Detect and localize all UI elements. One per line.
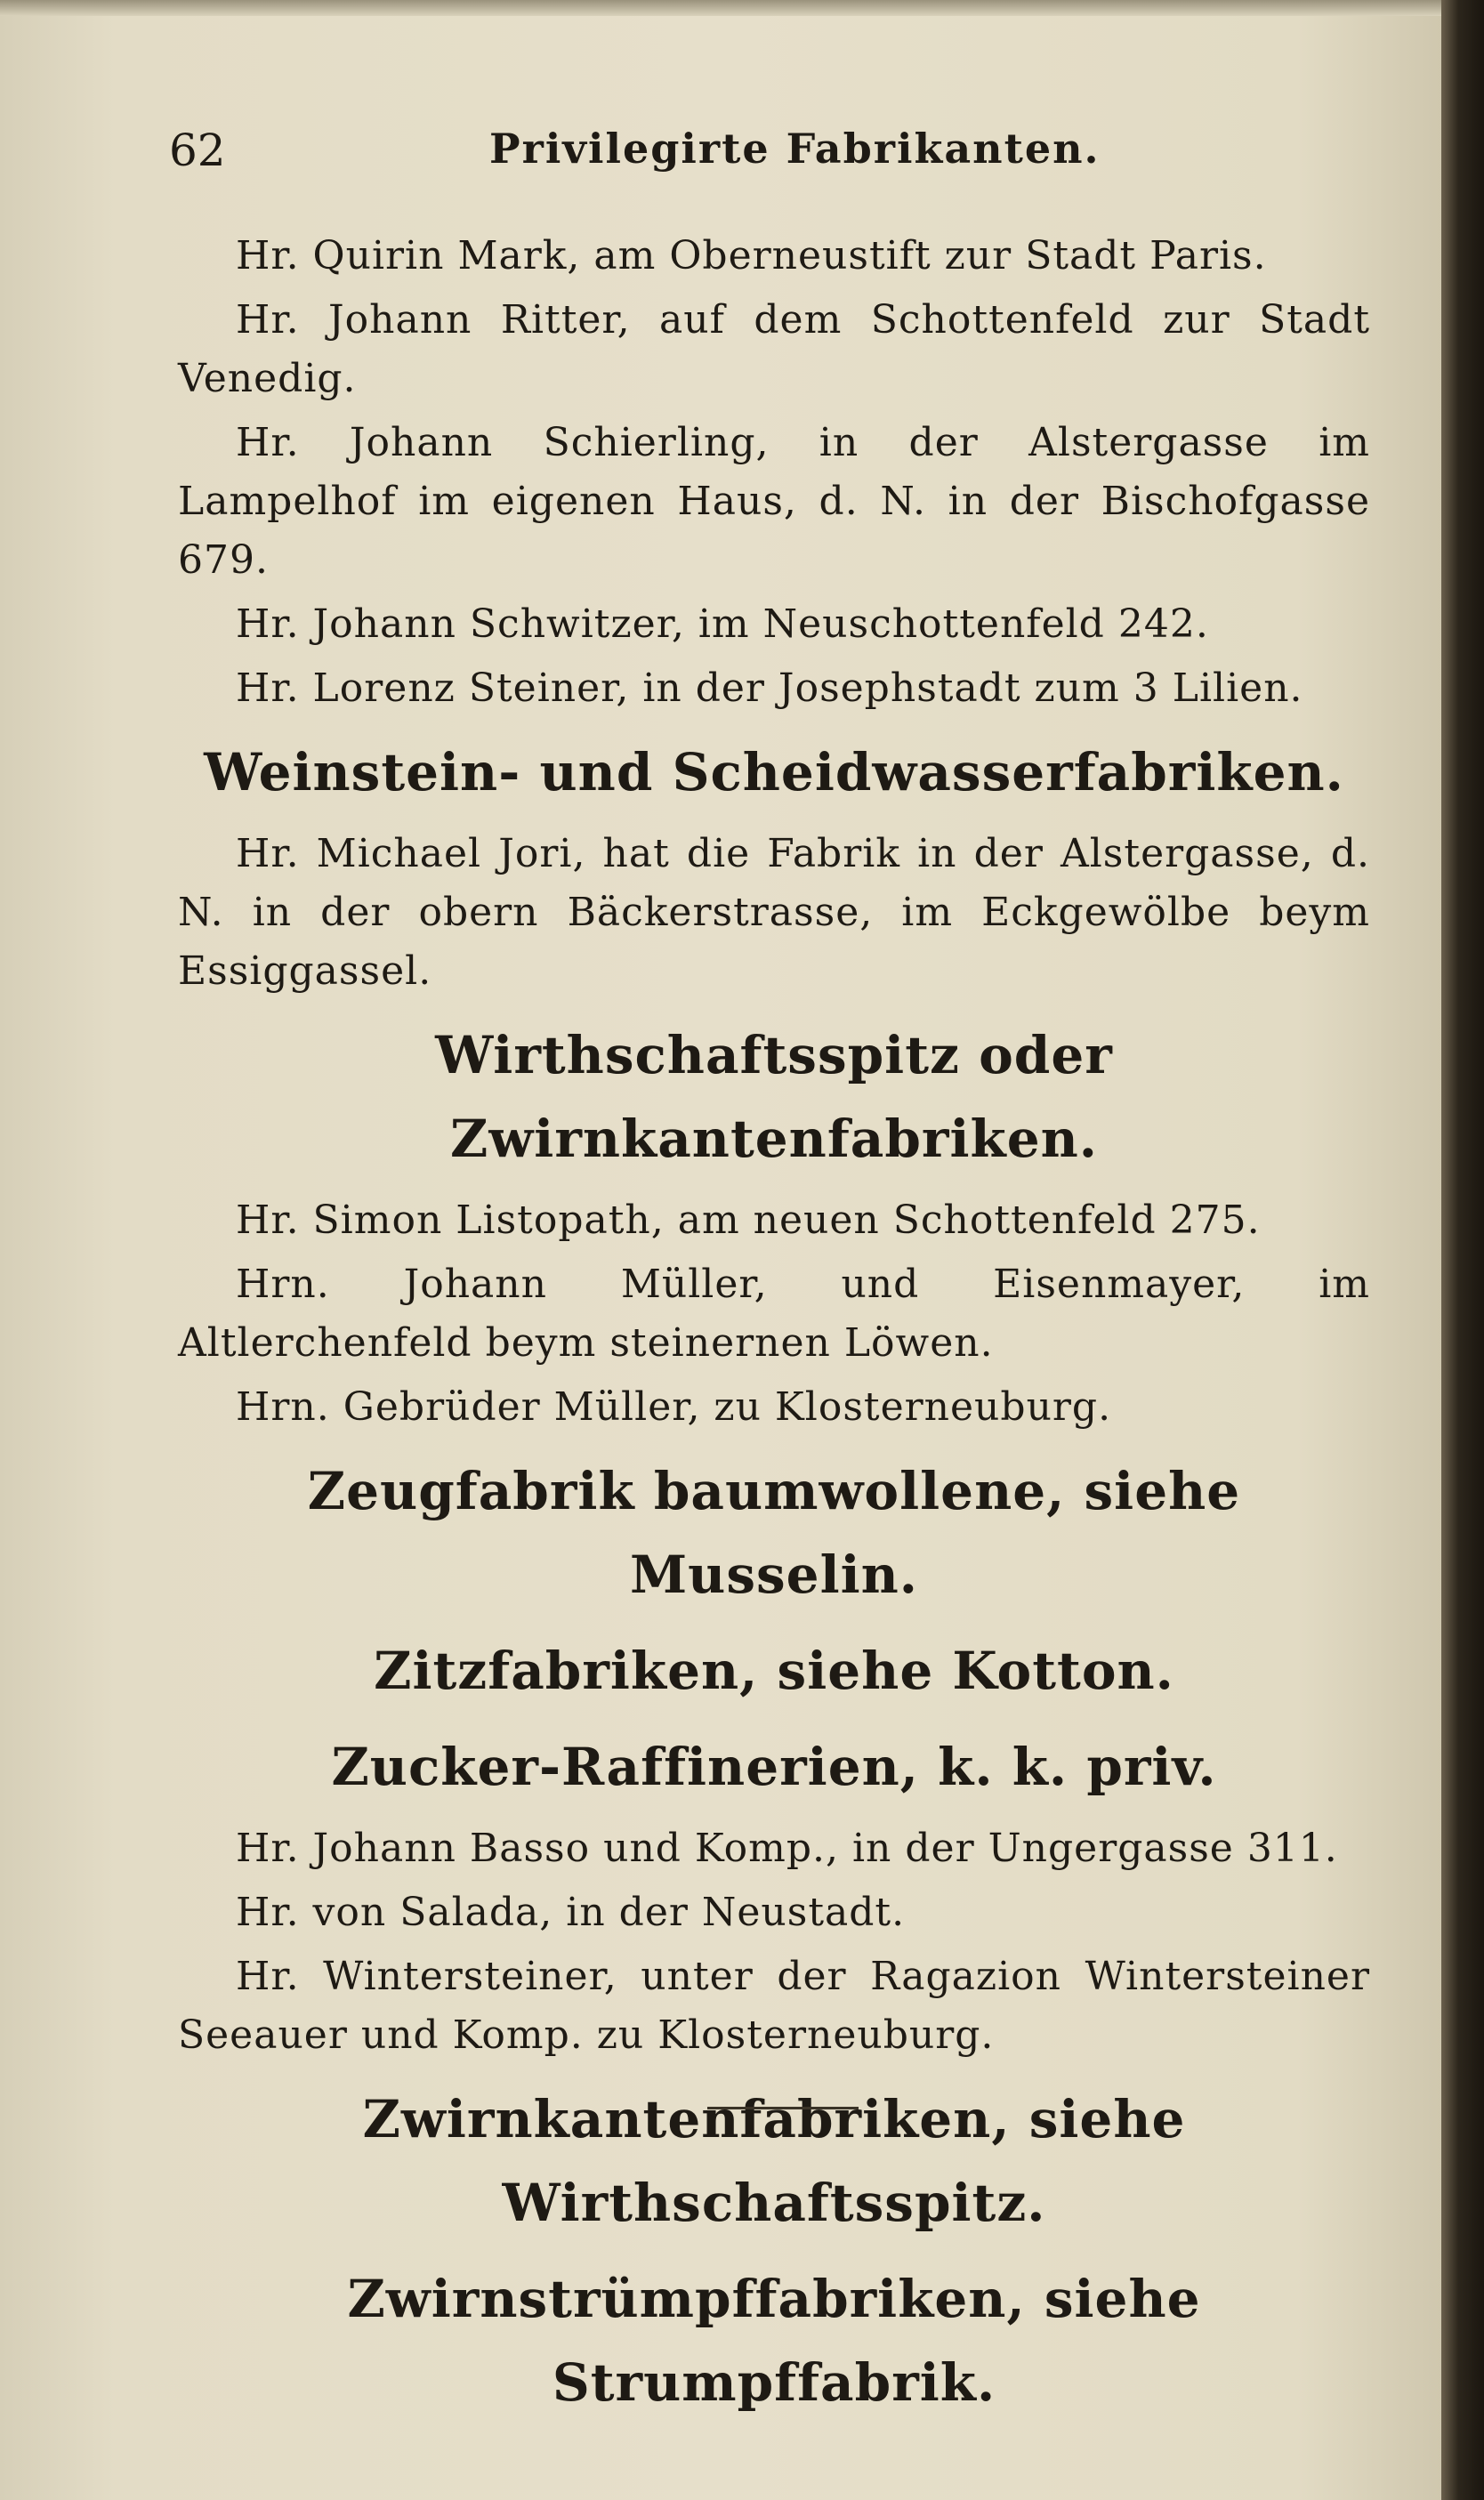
page-number: 62 bbox=[169, 125, 226, 176]
page-body bbox=[178, 227, 1370, 2435]
entry-michael-jori: Hr. Michael Jori, hat die Fabrik in der Alstergasse, d. N. in der obern Bäckerstrasse, im Eckgewölbe beym Essiggassel. bbox=[178, 831, 1370, 994]
entry-wintersteiner: Hr. Wintersteiner, unter der Ragazion Wintersteiner Seeauer und Komp. zu Klosterneuburg. bbox=[178, 1954, 1370, 2058]
section-heading-wirthschaftsspitz: Wirthschaftsspitz oder Zwirnkantenfabriken. bbox=[435, 1025, 1113, 1169]
running-title: Privilegirte Fabrikanten. bbox=[489, 125, 1101, 173]
section-heading-zeugfabrik: Zeugfabrik baumwollene, siehe Musselin. bbox=[307, 1461, 1241, 1605]
entry-gebrueder-mueller: Hrn. Gebrüder Müller, zu Klosterneuburg. bbox=[236, 1384, 1112, 1430]
entry-johann-schwitzer: Hr. Johann Schwitzer, im Neuschottenfeld 242. bbox=[236, 601, 1209, 647]
entry-quirin-mark: Hr. Quirin Mark, am Oberneustift zur Stadt Paris. bbox=[236, 233, 1267, 278]
entry-lorenz-steiner: Hr. Lorenz Steiner, in der Josephstadt zum 3 Lilien. bbox=[236, 665, 1303, 711]
entry-johann-basso: Hr. Johann Basso und Komp., in der Ungergasse 311. bbox=[236, 1826, 1338, 1871]
section-heading-zwirnstruempffabriken: Zwirnstrümpffabriken, siehe Strumpffabrik. bbox=[347, 2269, 1201, 2413]
section-heading-zucker-raffinerien: Zucker-Raffinerien, k. k. priv. bbox=[331, 1737, 1217, 1797]
entry-von-salada: Hr. von Salada, in der Neustadt. bbox=[236, 1890, 906, 1935]
section-heading-weinstein: Weinstein- und Scheidwasserfabriken. bbox=[204, 742, 1344, 802]
section-heading-zwirnkantenfabriken: Zwirnkantenfabriken, siehe Wirthschaftsspitz. bbox=[362, 2089, 1186, 2233]
entry-simon-listopath: Hr. Simon Listopath, am neuen Schottenfeld 275. bbox=[236, 1198, 1261, 1243]
book-spine-shadow bbox=[1441, 0, 1484, 2500]
end-rule bbox=[707, 2107, 859, 2109]
section-heading-zitzfabriken: Zitzfabriken, siehe Kotton. bbox=[374, 1641, 1174, 1701]
entry-johann-schierling: Hr. Johann Schierling, in der Alstergasse im Lampelhof im eigenen Haus, d. N. in der Bischofgasse 679. bbox=[178, 420, 1370, 583]
entry-johann-mueller: Hrn. Johann Müller, und Eisenmayer, im Altlerchenfeld beym steinernen Löwen. bbox=[178, 1262, 1370, 1366]
entry-johann-ritter: Hr. Johann Ritter, auf dem Schottenfeld zur Stadt Venedig. bbox=[178, 297, 1370, 401]
page-header bbox=[169, 125, 1415, 187]
